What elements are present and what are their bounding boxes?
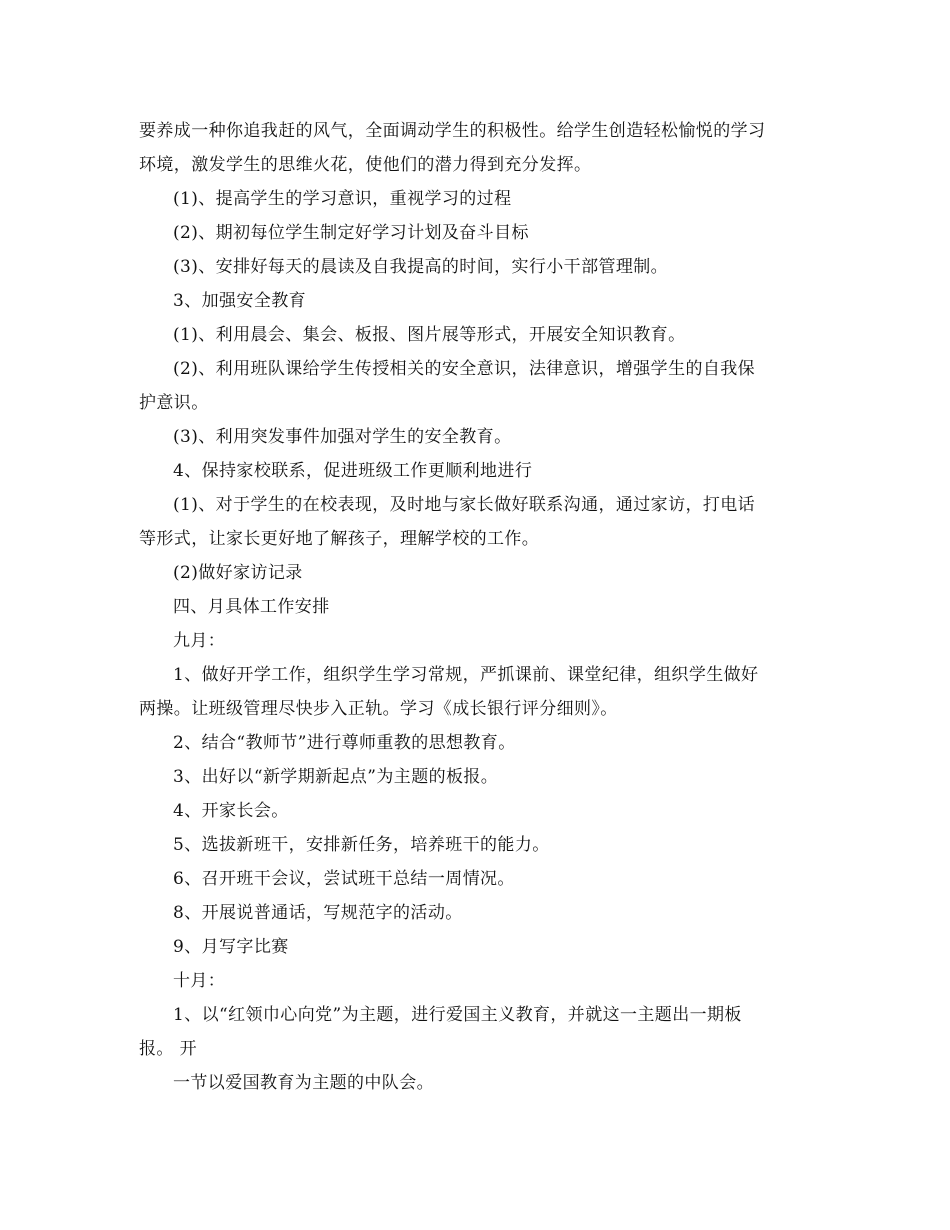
text-line: (2)、利用班队课给学生传授相关的安全意识，法律意识，增强学生的自我保 — [173, 359, 756, 379]
month-heading: 十月： — [173, 971, 226, 991]
text-line: (3)、安排好每天的晨读及自我提高的时间，实行小干部管理制。 — [173, 257, 669, 277]
text-line: 2、结合“教师节”进行尊师重教的思想教育。 — [173, 733, 516, 753]
text-line: 4、开家长会。 — [173, 801, 289, 821]
section-heading: 四、月具体工作安排 — [173, 597, 330, 617]
text-line: 5、选拔新班干，安排新任务，培养班干的能力。 — [173, 835, 550, 855]
text-line: 1、以“红领巾心向党”为主题，进行爱国主义教育，并就这一主题出一期板 — [173, 1005, 742, 1025]
text-line: 等形式，让家长更好地了解孩子，理解学校的工作。 — [139, 529, 540, 549]
text-line: 报。 开 — [139, 1039, 198, 1059]
text-line: (1)、对于学生的在校表现，及时地与家长做好联系沟通，通过家访，打电话 — [173, 495, 756, 515]
text-line: 1、做好开学工作，组织学生学习常规，严抓课前、课堂纪律，组织学生做好 — [173, 665, 759, 685]
text-line: (1)、提高学生的学习意识，重视学习的过程 — [173, 189, 512, 209]
month-heading: 九月： — [173, 631, 226, 651]
text-line: 两操。让班级管理尽快步入正轨。学习《成长银行评分细则》。 — [139, 699, 618, 719]
text-line: 护意识。 — [139, 393, 209, 413]
section-heading: 3、加强安全教育 — [173, 291, 307, 311]
text-line: 一节以爱国教育为主题的中队会。 — [173, 1073, 434, 1093]
text-line: 6、召开班干会议，尝试班干总结一周情况。 — [173, 869, 515, 889]
text-line: 3、出好以“新学期新起点”为主题的板报。 — [173, 767, 499, 787]
text-line: 要养成一种你追我赶的风气，全面调动学生的积极性。给学生创造轻松愉悦的学习 — [139, 121, 766, 141]
text-line: 8、开展说普通话，写规范字的活动。 — [173, 903, 463, 923]
text-line: 环境，激发学生的思维火花，使他们的潜力得到充分发挥。 — [139, 155, 592, 175]
document-body — [139, 114, 815, 1100]
section-heading: 4、保持家校联系，促进班级工作更顺利地进行 — [173, 461, 533, 481]
text-line: 9、月写字比赛 — [173, 937, 289, 957]
text-line: (3)、利用突发事件加强对学生的安全教育。 — [173, 427, 512, 447]
text-line: (2)做好家访记录 — [173, 563, 303, 583]
text-line: (1)、利用晨会、集会、板报、图片展等形式，开展安全知识教育。 — [173, 325, 686, 345]
text-line: (2)、期初每位学生制定好学习计划及奋斗目标 — [173, 223, 529, 243]
